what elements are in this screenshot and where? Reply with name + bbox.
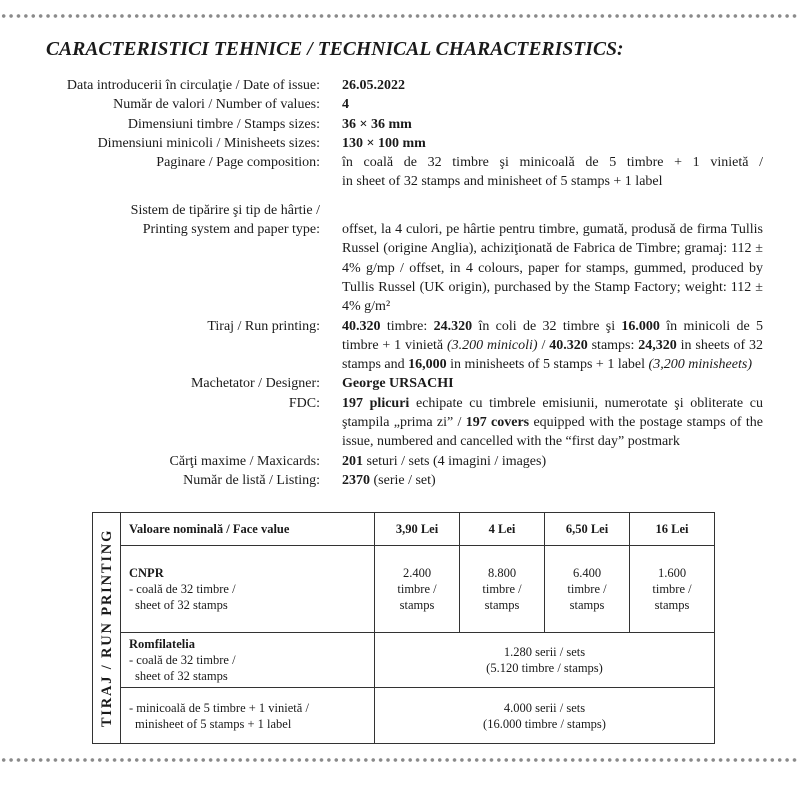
- spec-listing: [30, 471, 770, 490]
- specs-list: [30, 76, 770, 490]
- run-printing-table-wrapper: [92, 512, 715, 744]
- cnpr-line2: sheet of 32 stamps: [135, 598, 228, 612]
- spec-value: [342, 471, 763, 490]
- spec-value: [342, 394, 763, 452]
- spec-value-line: în coală de 32 timbre şi minicoală de 5 timbre + 1 vinietă /: [342, 155, 763, 171]
- romfilatelia-line2: sheet of 32 stamps: [135, 669, 228, 683]
- run-figure: 24,320: [638, 337, 677, 353]
- romfilatelia-total: [375, 633, 715, 688]
- spec-maxicards: [30, 452, 770, 471]
- cell-number: 8.800: [487, 566, 517, 580]
- cnpr-line1: - coală de 32 timbre /: [129, 582, 236, 596]
- header-value-2: 4 Lei: [460, 513, 545, 546]
- spec-value: [342, 317, 763, 375]
- run-text: timbre:: [380, 318, 434, 334]
- spec-value: 4: [342, 97, 349, 113]
- spec-value: offset, la 4 culori, pe hârtie pentru timbre, gumată, produsă de firma Tullis Russel (origine Anglia), achiziţionată de Fabrica de Timbre; gramaj: 112 ± 4% g/mp / offset, in 4 colours, paper for stamps, gummed, produced by Tullis Russel (UK origin), purchased by the Stamp Factory; weight: 112 ± 4% g/m²: [342, 222, 763, 315]
- spec-page-composition: [30, 153, 770, 192]
- table-row-minisheet: [93, 688, 715, 744]
- spec-label: Dimensiuni minicoli / Minisheets sizes:: [97, 135, 320, 151]
- cnpr-value-1: [375, 546, 460, 633]
- run-figure: 24.320: [433, 318, 473, 334]
- spec-value: 130 × 100 mm: [342, 135, 426, 151]
- spec-value: [342, 153, 763, 192]
- table-row-cnpr: [93, 546, 715, 633]
- minisheet-desc: [121, 688, 375, 744]
- spec-label-line: Printing system and paper type:: [142, 222, 320, 238]
- minisheet-sets: 4.000 serii / sets: [503, 700, 586, 715]
- listing-text: (serie / set): [370, 472, 436, 488]
- romfilatelia-title: Romfilatelia: [129, 637, 195, 651]
- cnpr-title: CNPR: [129, 566, 164, 580]
- spec-minisheets-sizes: [30, 134, 770, 153]
- cnpr-value-2: [460, 546, 545, 633]
- top-dotted-border: [0, 13, 800, 19]
- spec-label-line: Sistem de tipărire şi tip de hârtie /: [130, 202, 320, 218]
- fdc-text: echipate cu timbrele emisiunii, numerotate şi obliterate cu ştampila „prima zi” /: [342, 395, 764, 431]
- run-figure: 16,000: [408, 357, 447, 373]
- spec-label: Paginare / Page composition:: [156, 155, 320, 171]
- spec-printing-system: [30, 201, 770, 317]
- run-text: in minisheets of 5 stamps + 1 label: [446, 357, 649, 373]
- cnpr-desc: [121, 546, 375, 633]
- maxicards-text: seturi / sets (4 imagini / images): [363, 453, 547, 469]
- cell-unit: stamps: [484, 598, 520, 612]
- spec-label: FDC:: [288, 395, 320, 411]
- header-value-4: 16 Lei: [630, 513, 715, 546]
- cell-unit: timbre /: [652, 582, 692, 596]
- spec-run-printing: [30, 317, 770, 375]
- run-text: in sheets of 32 stamps and: [342, 337, 764, 373]
- spec-stamps-sizes: [30, 115, 770, 134]
- spec-designer: [30, 374, 770, 393]
- romfilatelia-line1: - coală de 32 timbre /: [129, 653, 236, 667]
- table-header-row: [93, 513, 715, 546]
- run-text: în minicoli de 5 timbre + 1 vinietă: [342, 318, 764, 353]
- romfilatelia-desc: [121, 633, 375, 688]
- header-face-value: Valoare nominală / Face value: [121, 513, 375, 546]
- spec-label: Număr de listă / Listing:: [183, 472, 320, 488]
- fdc-figure: 197 covers: [465, 415, 530, 431]
- spec-label: Dimensiuni timbre / Stamps sizes:: [127, 116, 320, 132]
- run-note: (3.200 minicoli): [447, 337, 538, 353]
- cell-unit: stamps: [399, 598, 435, 612]
- page-heading: CARACTERISTICI TEHNICE / TECHNICAL CHARACTERISTICS:: [46, 39, 624, 60]
- header-value-1: 3,90 Lei: [375, 513, 460, 546]
- minisheet-stamps: (16.000 timbre / stamps): [483, 716, 606, 731]
- listing-figure: 2370: [342, 472, 370, 488]
- spec-label: Tiraj / Run printing:: [207, 318, 320, 334]
- spec-value: George URSACHI: [342, 376, 454, 392]
- run-text: în coli de 32 timbre şi: [472, 318, 622, 334]
- romfilatelia-stamps: (5.120 timbre / stamps): [486, 661, 603, 675]
- spec-label: Machetator / Designer:: [190, 376, 320, 392]
- run-figure: 40.320: [342, 318, 381, 334]
- spec-value: 26.05.2022: [342, 78, 405, 93]
- spec-value-line: in sheet of 32 stamps and minisheet of 5 stamps + 1 label: [342, 174, 663, 190]
- minisheet-total: [375, 688, 715, 744]
- spec-label: [30, 201, 320, 317]
- minisheet-line2: minisheet of 5 stamps + 1 label: [135, 716, 292, 731]
- spec-label: Cărţi maxime / Maxicards:: [169, 453, 320, 469]
- romfilatelia-sets: 1.280 serii / sets: [503, 645, 586, 659]
- cnpr-value-4: [630, 546, 715, 633]
- side-label-cell: [93, 513, 121, 744]
- run-text: /: [537, 337, 550, 353]
- spec-date-of-issue: [30, 76, 770, 95]
- minisheet-line1: - minicoală de 5 timbre + 1 vinietă /: [129, 700, 309, 715]
- spec-number-of-values: [30, 95, 770, 114]
- table-row-romfilatelia: [93, 633, 715, 688]
- run-figure: 16.000: [621, 318, 660, 334]
- run-note: (3,200 minisheets): [648, 357, 752, 373]
- side-label: TIRAJ / RUN PRINTING: [98, 528, 115, 728]
- run-printing-table: [92, 512, 715, 744]
- spec-fdc: [30, 394, 770, 452]
- cell-unit: timbre /: [482, 582, 522, 596]
- fdc-figure: 197 plicuri: [342, 395, 410, 411]
- run-text: stamps:: [587, 337, 639, 353]
- run-figure: 40.320: [549, 337, 588, 353]
- cell-number: 2.400: [402, 566, 432, 580]
- cell-number: 6.400: [572, 566, 602, 580]
- cell-number: 1.600: [657, 566, 687, 580]
- cell-unit: timbre /: [397, 582, 437, 596]
- header-value-3: 6,50 Lei: [545, 513, 630, 546]
- spec-label: Data introducerii în circulaţie / Date of issue:: [66, 78, 320, 93]
- fdc-text: equipped with the postage stamps of the issue, numbered and cancelled with the “first day” postmark: [342, 415, 764, 450]
- spec-label: Număr de valori / Number of values:: [113, 97, 320, 113]
- cell-unit: stamps: [569, 598, 605, 612]
- cnpr-value-3: [545, 546, 630, 633]
- spec-value: [342, 452, 763, 471]
- bottom-dotted-border: [0, 757, 800, 763]
- cell-unit: stamps: [654, 598, 690, 612]
- spec-value: 36 × 36 mm: [342, 116, 412, 132]
- maxicards-figure: 201: [342, 453, 363, 469]
- cell-unit: timbre /: [567, 582, 607, 596]
